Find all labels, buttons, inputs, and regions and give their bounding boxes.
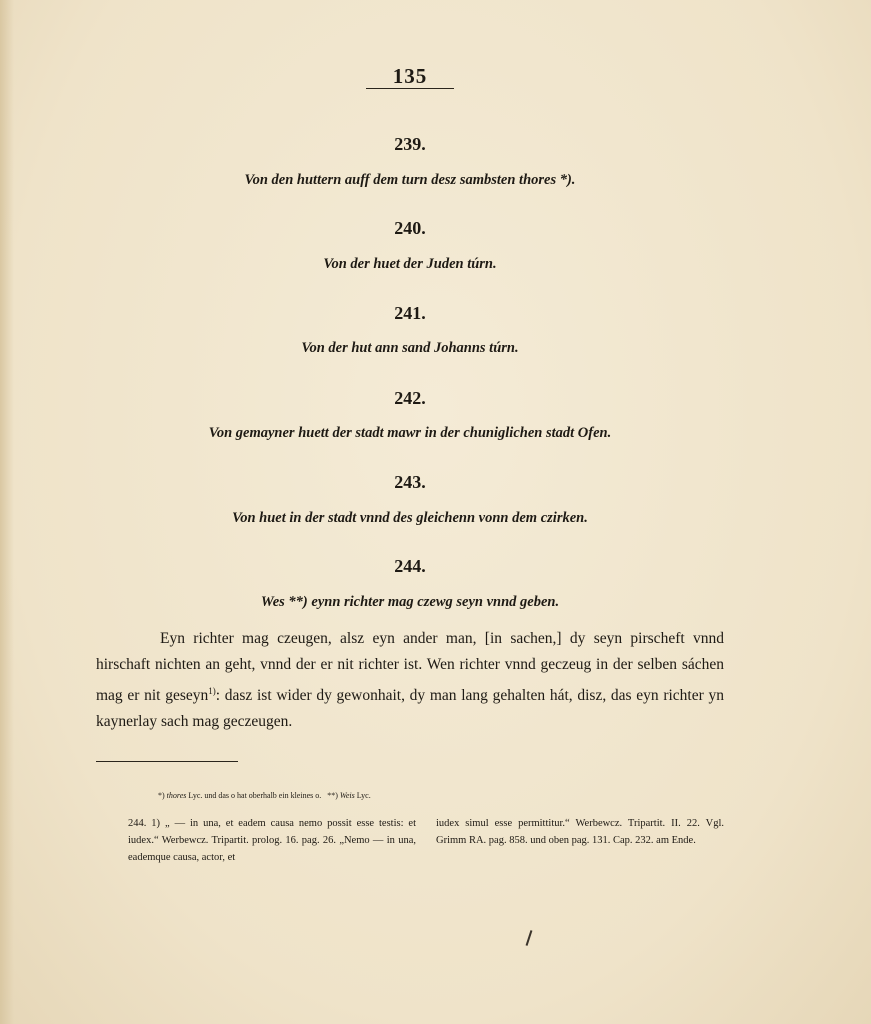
- note-marker: 1): [208, 686, 216, 696]
- page-number: 135: [392, 64, 428, 88]
- section-number: 243.: [394, 472, 426, 492]
- section-title: Von den huttern auff dem turn desz sambsten thores *).: [244, 172, 576, 188]
- endnote-column-right: iudex simul esse permittitur.“ Werbewcz. Tripartit. II. 22. Vgl. Grimm RA. pag. 858. und oben pag. 131. Cap. 232. am Ende.: [436, 818, 724, 846]
- body-text-part: Eyn richter mag czeugen, alsz eyn ander man, [in sachen,] dy seyn pirscheft vnnd hirschaft nichten an geht, vnnd der er nit richter ist. Wen richter vnnd geczeug in der selben sáchen mag er nit geseyn: [96, 630, 724, 705]
- footnote: [158, 791, 578, 800]
- pencil-mark: [526, 930, 533, 946]
- section-title: Von der hut ann sand Johanns túrn.: [301, 340, 519, 356]
- footnote-marker: **): [327, 791, 338, 800]
- section-title: Von gemayner huett der stadt mawr in der chuniglichen stadt Ofen.: [208, 425, 612, 441]
- section-number: 242.: [394, 388, 426, 408]
- header-rule: [366, 88, 454, 89]
- section-title: Wes **) eynn richter mag czewg seyn vnnd geben.: [260, 594, 560, 610]
- section-title: Von huet in der stadt vnnd des gleichenn vonn dem czirken.: [232, 510, 588, 526]
- endnotes: [128, 815, 724, 866]
- section-title: Von der huet der Juden túrn.: [323, 256, 497, 272]
- footnote-marker: *): [158, 791, 165, 800]
- section-number: 244.: [394, 556, 426, 576]
- section-number: 239.: [394, 134, 426, 154]
- footnote-text: Lyc. und das o hat oberhalb ein kleines o.: [188, 791, 322, 800]
- footnote-term: Weis: [339, 791, 355, 800]
- body-text-part: : dasz ist wider dy gewonhait, dy man lang gehalten hát, disz, das eyn richter yn kaynerlay sach mag geczeugen.: [96, 687, 724, 731]
- footnote-term: thores: [166, 791, 187, 800]
- endnote-column-left: 244. 1) „ — in una, et eadem causa nemo possit esse testis: et iudex.“ Werbewcz. Tripartit. prolog. 16. pag. 26. „Nemo — in una, eademque causa, actor, et: [128, 818, 416, 863]
- section-number: 240.: [394, 218, 426, 238]
- footnote-text: Lyc.: [356, 791, 371, 800]
- footnote-rule: [96, 761, 238, 762]
- section-number: 241.: [394, 303, 426, 323]
- body-paragraph: [96, 626, 724, 735]
